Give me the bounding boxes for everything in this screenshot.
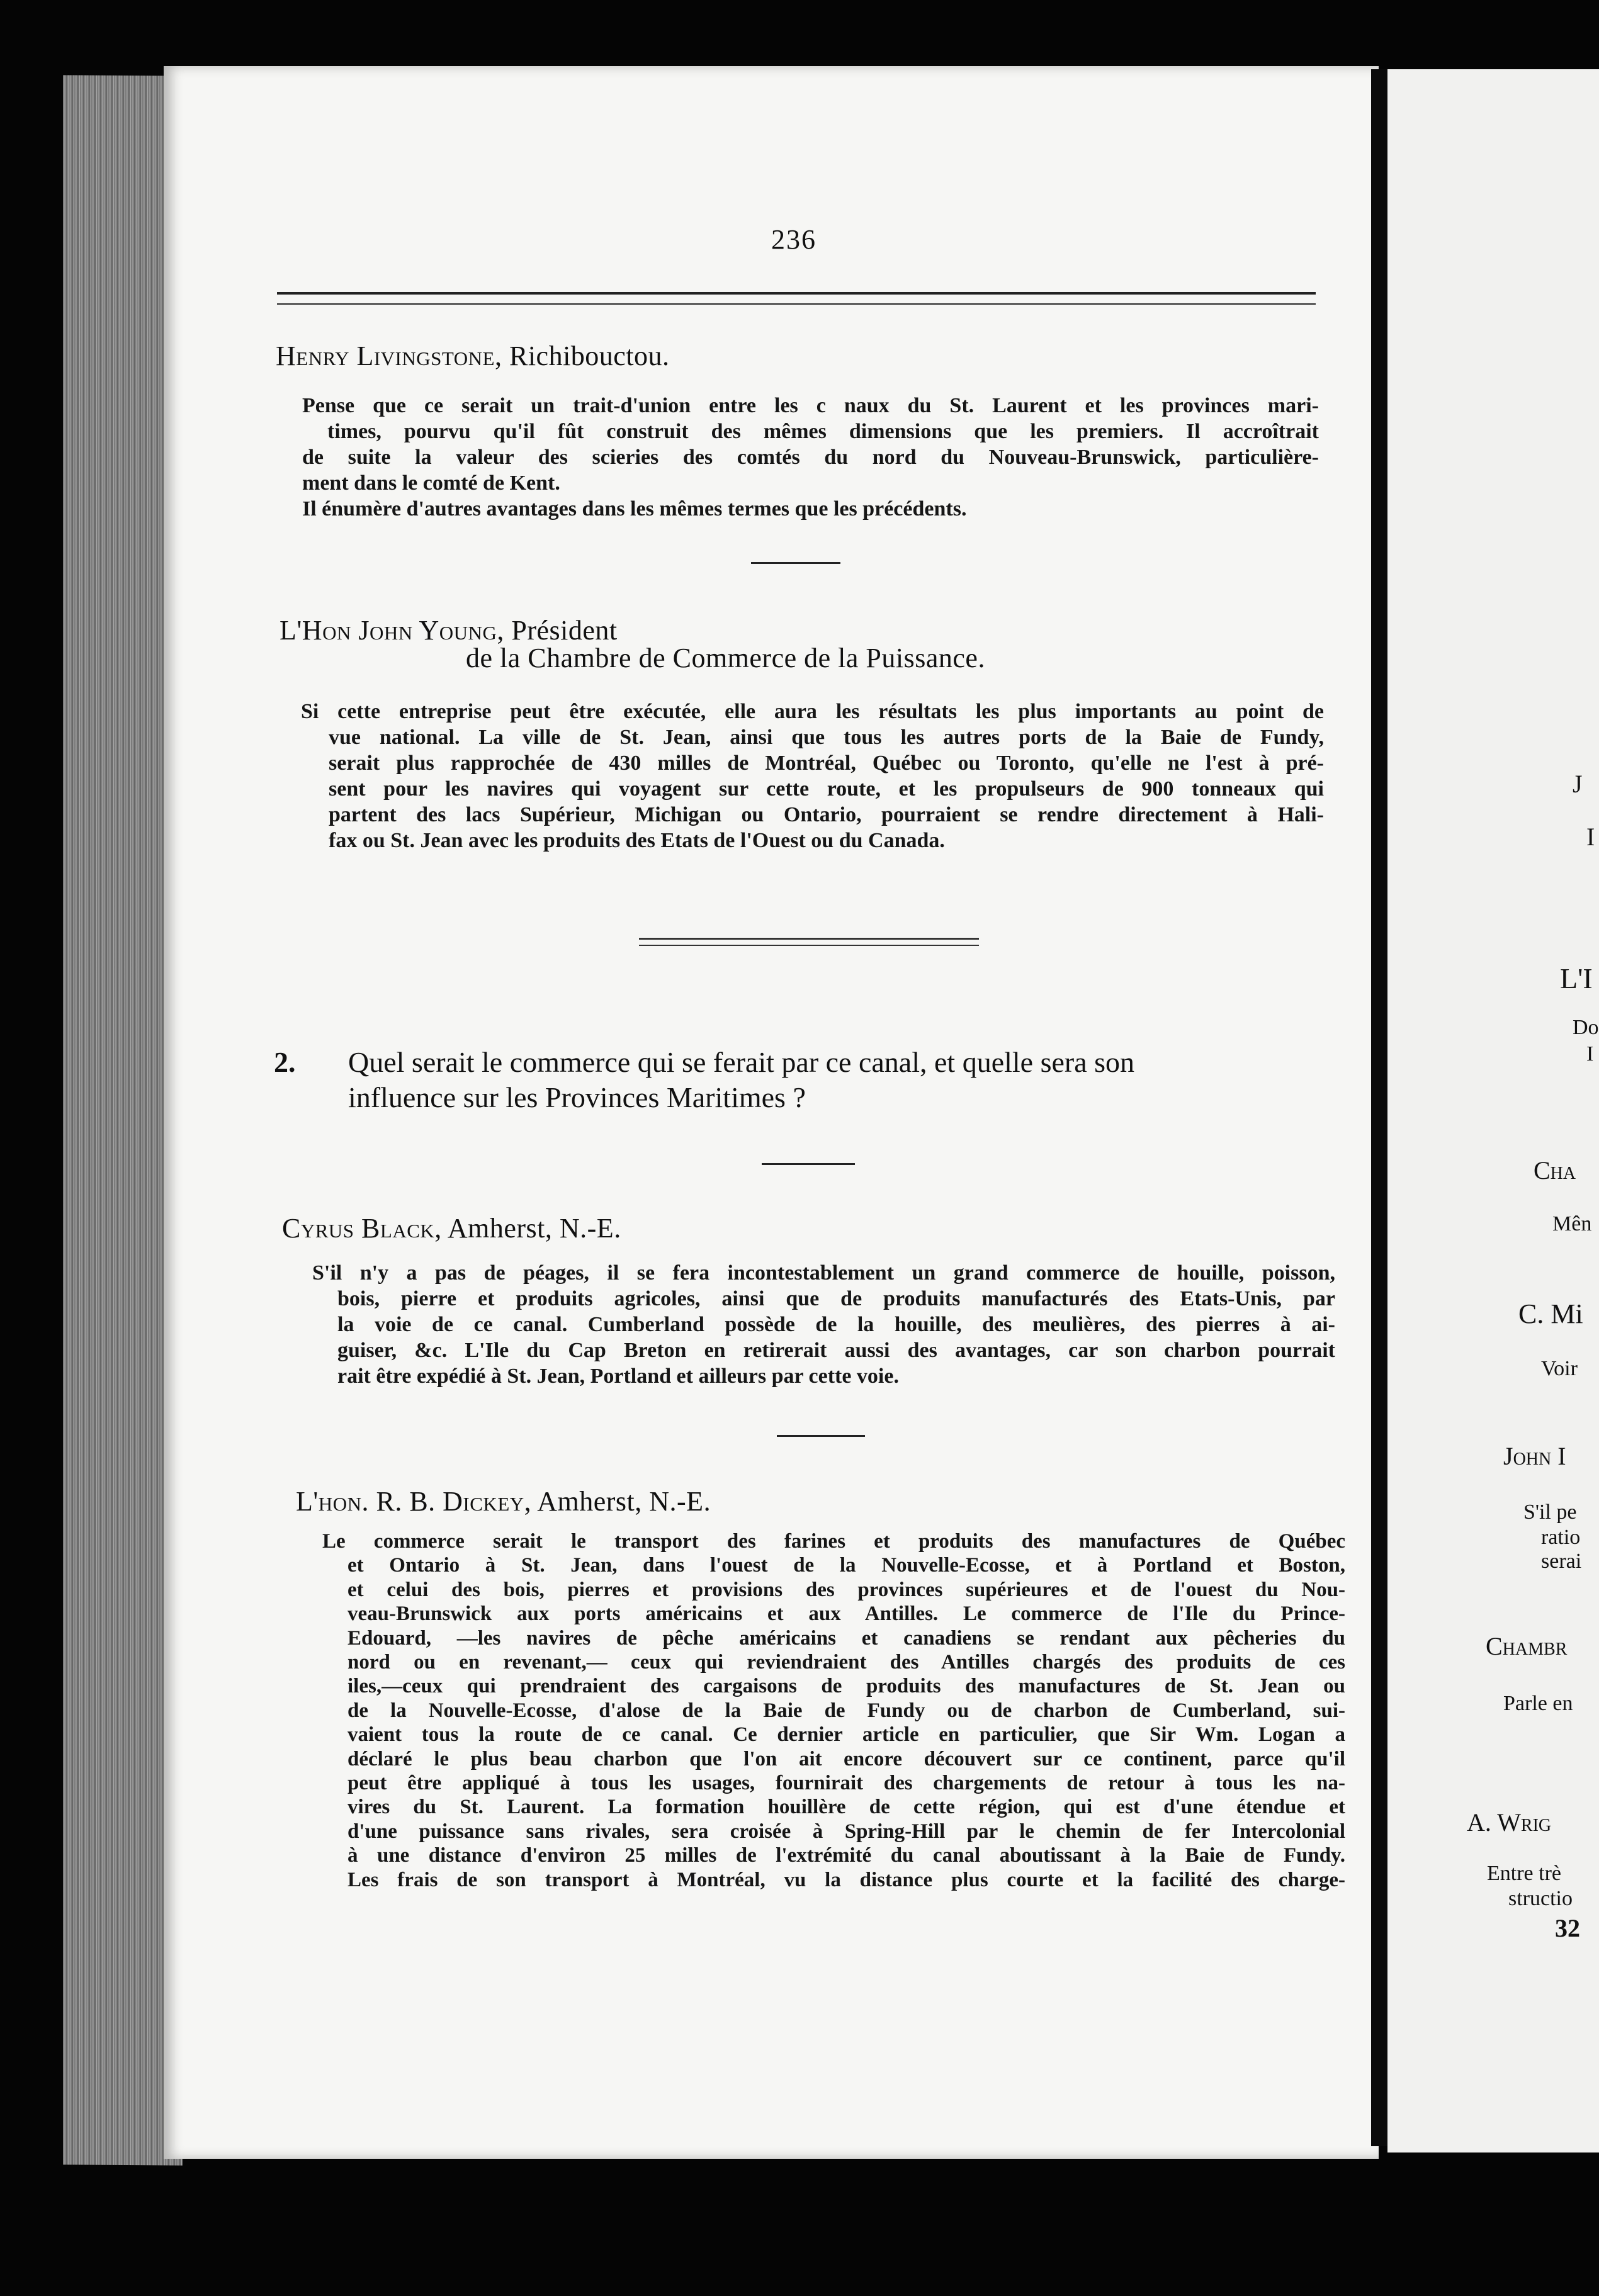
text-line: à une distance d'environ 25 milles de l'extrémité du canal aboutissant à la Baie de Fundy. bbox=[347, 1844, 1345, 1867]
right-fragment: Mên bbox=[1552, 1212, 1592, 1235]
right-fragment: Parle en bbox=[1503, 1692, 1573, 1715]
text-line: fax ou St. Jean avec les produits des Etats de l'Ouest ou du Canada. bbox=[329, 829, 945, 852]
text-line: nord ou en revenant,— ceux qui reviendraient des Antilles chargés des produits de ces bbox=[347, 1651, 1345, 1674]
right-fragment: I bbox=[1586, 823, 1595, 851]
speaker-name: L'hon. R. B. Dickey bbox=[296, 1486, 524, 1517]
right-fragment: serai bbox=[1541, 1550, 1582, 1573]
right-fragment: 32 bbox=[1555, 1914, 1580, 1942]
speaker-name: Henry Livingstone bbox=[276, 340, 495, 371]
header-double-rule bbox=[277, 292, 1316, 305]
question-number: 2. bbox=[274, 1046, 296, 1078]
page-number: 236 bbox=[771, 224, 816, 255]
text-line: d'une puissance sans rivales, sera croisée à Spring-Hill par le chemin de fer Intercolonial bbox=[347, 1820, 1345, 1843]
speaker-place: , Président bbox=[497, 615, 618, 646]
text-line: bois, pierre et produits agricoles, ainsi que de produits manufacturés des Etats-Unis, par bbox=[337, 1287, 1335, 1310]
section-divider bbox=[777, 1435, 865, 1437]
text-line: S'il n'y a pas de péages, il se fera incontestablement un grand commerce de houille, poisson, bbox=[312, 1261, 1335, 1285]
right-fragment: Chambr bbox=[1486, 1632, 1568, 1660]
right-page bbox=[1387, 69, 1599, 2152]
text-line: rait être expédié à St. Jean, Portland et ailleurs par cette voie. bbox=[337, 1365, 899, 1388]
text-line: vaient tous la route de ce canal. Ce dernier article en particulier, que Sir Wm. Logan a bbox=[347, 1723, 1345, 1747]
text-line: et celui des bois, pierres et provisions des provinces supérieures et de l'ouest du Nou- bbox=[347, 1578, 1345, 1601]
right-fragment: Entre trè bbox=[1487, 1862, 1561, 1885]
right-fragment: J bbox=[1573, 770, 1583, 798]
speaker-place: , Amherst, N.-E. bbox=[524, 1486, 711, 1517]
text-line: la voie de ce canal. Cumberland possède de la houille, des meulières, des pierres à ai- bbox=[337, 1313, 1335, 1336]
text-line: Edouard, —les navires de pêche américains et canadiens se rendant aux pêcheries du bbox=[347, 1626, 1345, 1650]
right-fragment: Voir bbox=[1541, 1357, 1578, 1380]
speaker-place: , Amherst, N.-E. bbox=[434, 1213, 621, 1244]
text-line: vires du St. Laurent. La formation houillère de cette région, qui est d'une étendue et bbox=[347, 1796, 1345, 1819]
section-divider bbox=[751, 562, 840, 564]
right-fragment: C. Mi bbox=[1518, 1298, 1583, 1329]
text-line: guiser, &c. L'Ile du Cap Breton en retirerait aussi des avantages, car son charbon pourrait bbox=[337, 1339, 1335, 1362]
speaker-heading bbox=[276, 340, 670, 372]
text-line: déclaré le plus beau charbon que l'on ait encore découvert sur ce continent, parce qu'il bbox=[347, 1747, 1345, 1770]
text-line: ment dans le comté de Kent. bbox=[302, 471, 560, 495]
right-fragment: Do bbox=[1573, 1016, 1599, 1039]
text-line: Pense que ce serait un trait-d'union entre les c naux du St. Laurent et les provinces mari- bbox=[302, 394, 1319, 417]
text-line: iles,—ceux qui prendraient des cargaisons de produits des manufactures de St. Jean ou bbox=[347, 1675, 1345, 1698]
right-fragment: I bbox=[1586, 1042, 1594, 1066]
text-line: sent pour les navires qui voyagent sur cette route, et les propulseurs de 900 tonneaux qui bbox=[329, 777, 1324, 801]
speaker-name: L'Hon John Young bbox=[280, 615, 497, 646]
right-fragment: structio bbox=[1508, 1887, 1573, 1910]
testimony-paragraph bbox=[322, 1529, 1345, 1892]
text-line: Le commerce serait le transport des farines et produits des manufactures de Québec bbox=[322, 1530, 1345, 1553]
speaker-title-line: de la Chambre de Commerce de la Puissance. bbox=[466, 643, 985, 673]
question-text bbox=[348, 1045, 1330, 1115]
question-line: influence sur les Provinces Maritimes ? bbox=[348, 1081, 806, 1113]
text-line: de la Nouvelle-Ecosse, d'alose de la Baie de Fundy ou de charbon de Cumberland, sui- bbox=[347, 1699, 1345, 1722]
right-fragment: ratio bbox=[1541, 1526, 1581, 1549]
right-fragment: L'I bbox=[1560, 962, 1593, 994]
text-line: de suite la valeur des scieries des comtés du nord du Nouveau-Brunswick, particulière- bbox=[302, 446, 1319, 469]
speaker-heading bbox=[296, 1485, 711, 1517]
right-fragment: Cha bbox=[1534, 1156, 1576, 1185]
testimony-paragraph bbox=[302, 393, 1319, 522]
text-line: et Ontario à St. Jean, dans l'ouest de la Nouvelle-Ecosse, et à Portland et Boston, bbox=[347, 1554, 1345, 1577]
text-line: vue national. La ville de St. Jean, ainsi que tous les autres ports de la Baie de Fundy, bbox=[329, 726, 1324, 749]
text-line: partent des lacs Supérieur, Michigan ou Ontario, pourraient se rendre directement à Hali- bbox=[329, 803, 1324, 826]
section-double-rule bbox=[639, 938, 979, 946]
question-line: Quel serait le commerce qui se ferait par ce canal, et quelle sera son bbox=[348, 1046, 1135, 1078]
right-fragment: S'il pe bbox=[1523, 1500, 1577, 1524]
testimony-paragraph bbox=[301, 699, 1324, 853]
text-line: peut être appliqué à tous les usages, fournirait des chargements de retour à tous les na- bbox=[347, 1772, 1345, 1795]
text-line: veau-Brunswick aux ports américains et aux Antilles. Le commerce de l'Ile du Prince- bbox=[347, 1602, 1345, 1626]
book-gutter bbox=[1371, 69, 1387, 2146]
text-line: Les frais de son transport à Montréal, vu la distance plus courte et la facilité des charge- bbox=[347, 1868, 1345, 1891]
speaker-place: , Richibouctou. bbox=[494, 340, 670, 371]
section-divider bbox=[762, 1163, 855, 1165]
text-line: times, pourvu qu'il fût construit des mêmes dimensions que les premiers. Il accroîtrait bbox=[327, 420, 1319, 443]
right-fragment: John I bbox=[1503, 1442, 1566, 1470]
text-line: serait plus rapprochée de 430 milles de Montréal, Québec ou Toronto, qu'elle ne l'est à pré- bbox=[329, 751, 1324, 775]
right-fragment: A. Wrig bbox=[1467, 1808, 1552, 1837]
testimony-paragraph bbox=[312, 1260, 1335, 1389]
text-line: Si cette entreprise peut être exécutée, elle aura les résultats les plus importants au point de bbox=[301, 700, 1324, 723]
speaker-heading bbox=[282, 1212, 621, 1244]
speaker-name: Cyrus Black bbox=[282, 1213, 435, 1244]
text-line: Il énumère d'autres avantages dans les mêmes termes que les précédents. bbox=[302, 497, 967, 521]
